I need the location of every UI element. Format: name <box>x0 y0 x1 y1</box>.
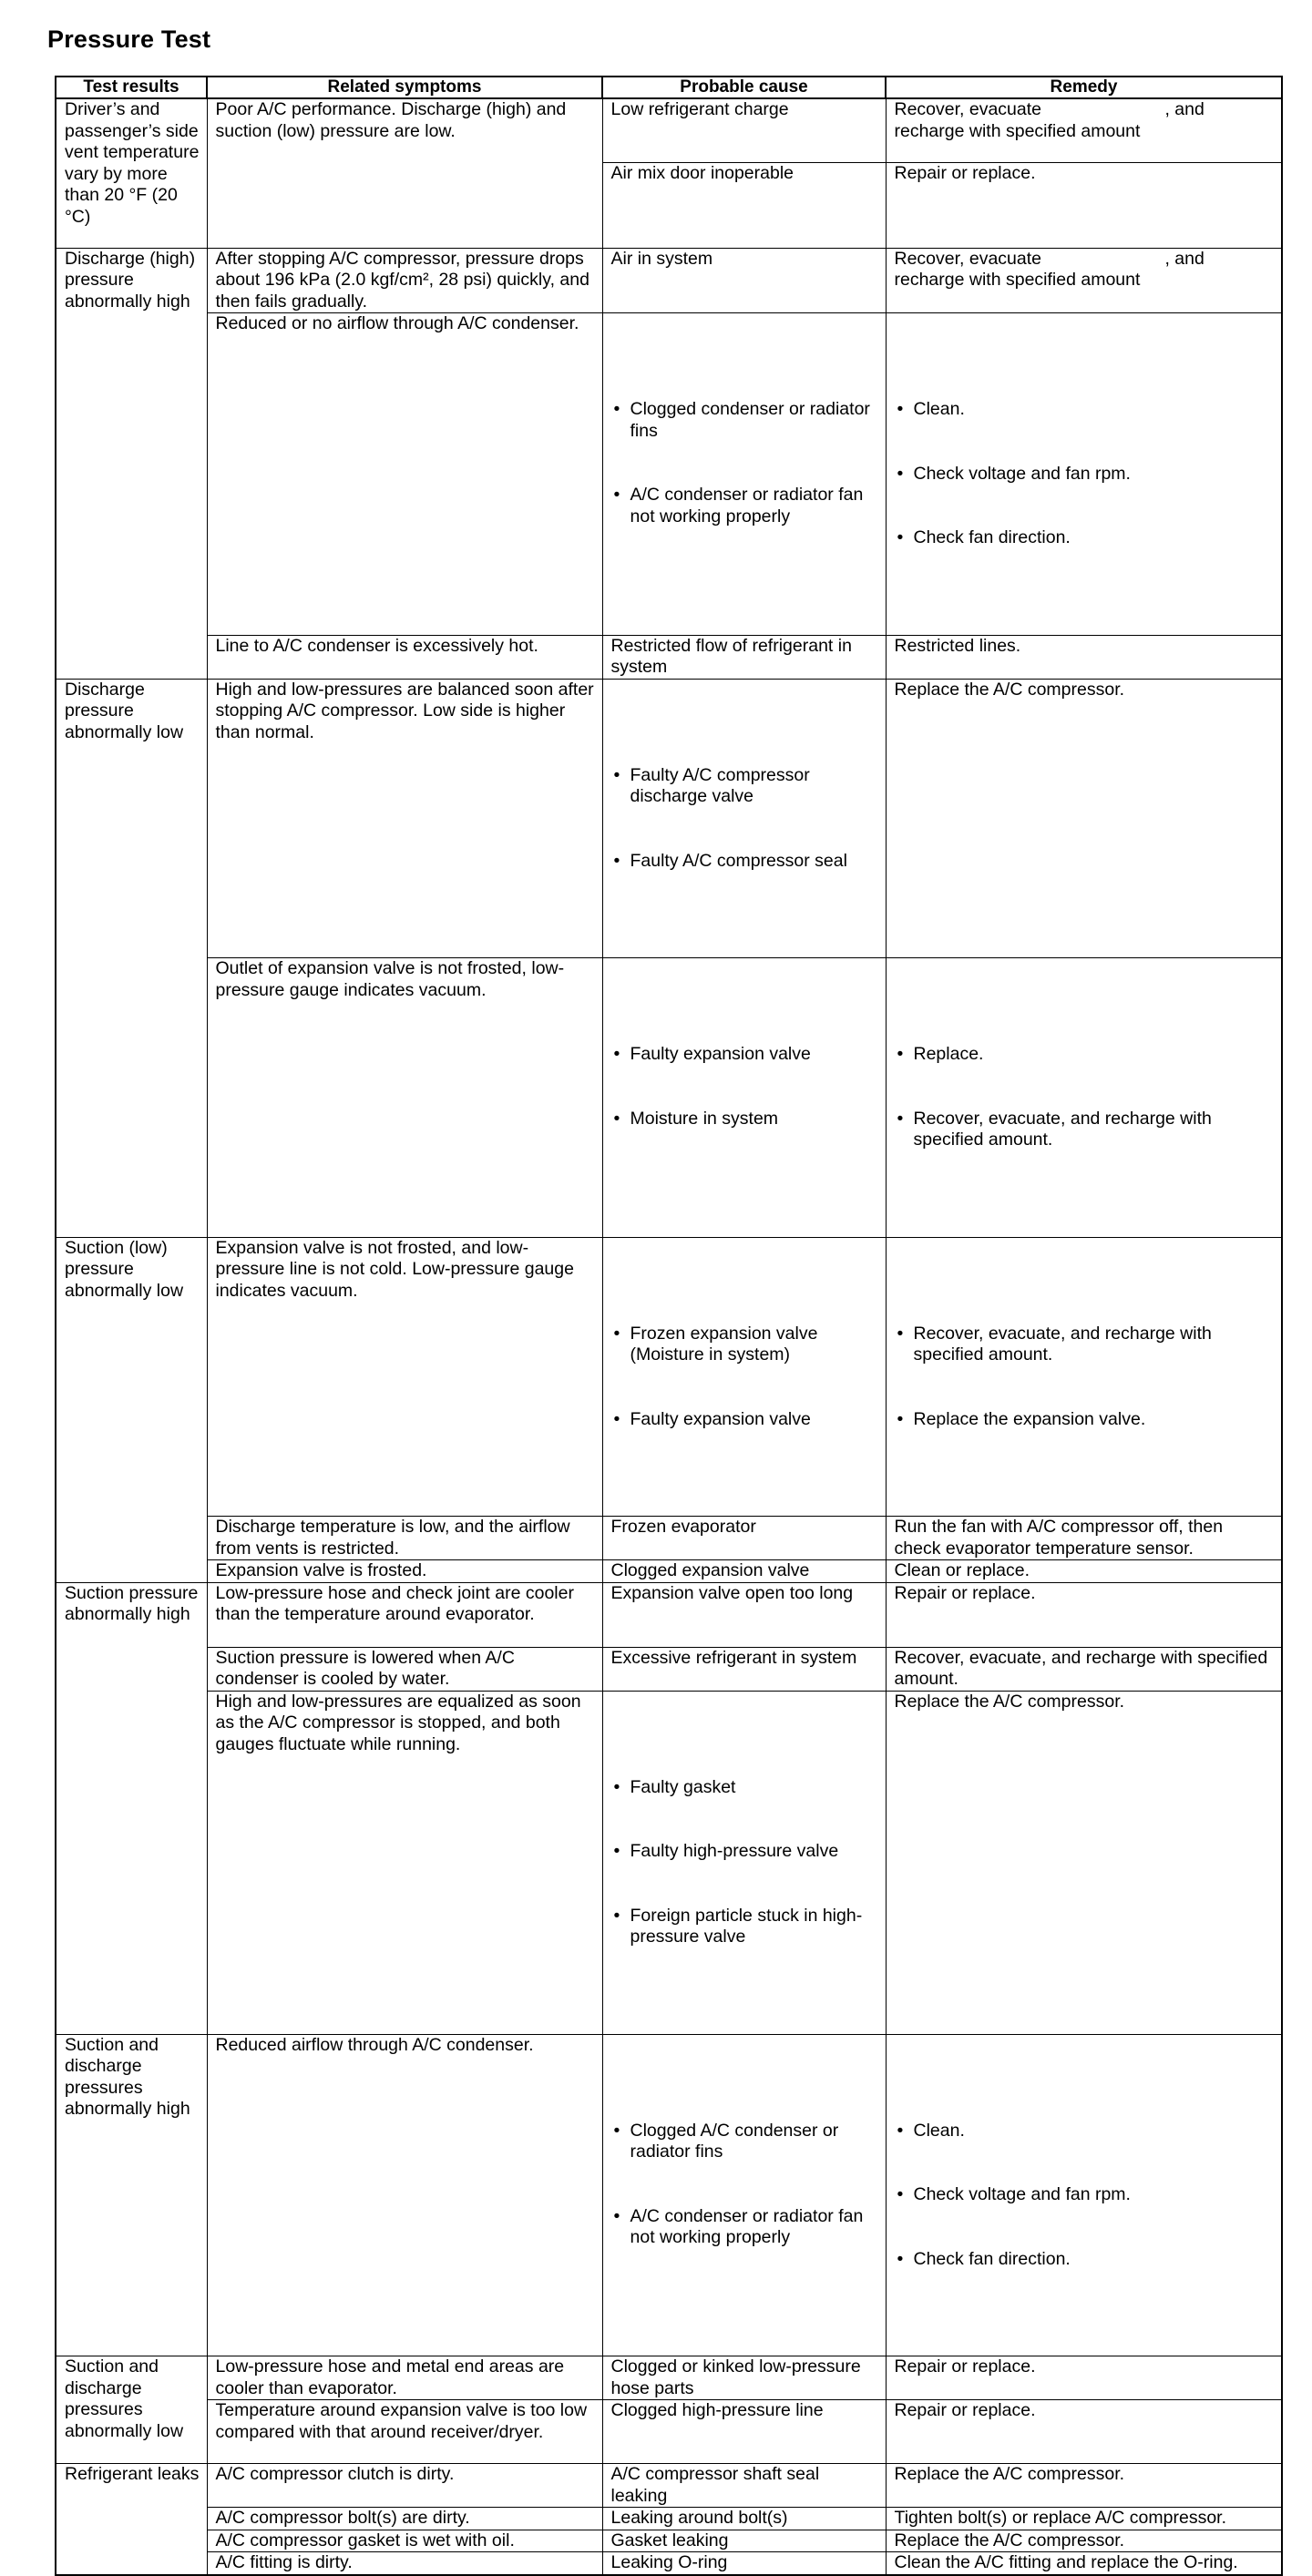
remedy-cell: Clean or replace. <box>886 1560 1282 1583</box>
symptom-cell: A/C compressor bolt(s) are dirty. <box>207 2508 602 2530</box>
remedy-cell <box>886 958 1282 1238</box>
table-row <box>56 1582 1282 1647</box>
cause-cell <box>602 1691 886 2034</box>
cause-cell: Gasket leaking <box>602 2530 886 2552</box>
cause-cell: Frozen evaporator <box>602 1517 886 1560</box>
page-title: Pressure Test <box>47 26 211 53</box>
table-row <box>56 2464 1282 2508</box>
symptom-cell: High and low-pressures are balanced soon after stopping A/C compressor. Low side is higher than normal. <box>207 679 602 958</box>
cause-item: • Clogged A/C condenser or radiator fins <box>611 2121 878 2163</box>
remedy-cell: Run the fan with A/C compressor off, then check evaporator temperature sensor. <box>886 1517 1282 1560</box>
symptom-cell: Line to A/C condenser is excessively hot. <box>207 635 602 679</box>
column-header-probable-cause: Probable cause <box>602 77 886 98</box>
table-row <box>56 1560 1282 1583</box>
symptom-cell: Poor A/C performance. Discharge (high) and suction (low) pressure are low. <box>207 98 602 248</box>
remedy-list <box>895 1001 1275 1194</box>
table-row <box>56 635 1282 679</box>
cause-cell: Restricted flow of refrigerant in system <box>602 635 886 679</box>
symptom-cell: Suction pressure is lowered when A/C condenser is cooled by water. <box>207 1647 602 1691</box>
remedy-cell: Repair or replace. <box>886 2400 1282 2464</box>
cause-item: • Clogged condenser or radiator fins <box>611 399 878 442</box>
cause-list <box>611 356 878 570</box>
cause-item: • Faulty high-pressure valve <box>611 1841 878 1863</box>
cause-list <box>611 1734 878 1991</box>
remedy-cell: Clean the A/C fitting and replace the O-ring. <box>886 2552 1282 2575</box>
pressure-test-table <box>55 76 1283 2576</box>
remedy-cell: Recover, evacuate , and recharge with specified amount <box>886 98 1282 162</box>
cause-item: • Frozen expansion valve (Moisture in system) <box>611 1324 878 1366</box>
column-header-related-symptoms: Related symptoms <box>207 77 602 98</box>
test-result-cell: Suction (low) pressure abnormally low <box>56 1237 207 1582</box>
remedy-cell: Repair or replace. <box>886 2356 1282 2400</box>
test-result-cell: Suction and discharge pressures abnormally high <box>56 2034 207 2356</box>
remedy-cell: Replace the A/C compressor. <box>886 1691 1282 2034</box>
symptom-cell: Expansion valve is not frosted, and low-pressure line is not cold. Low-pressure gauge indicates vacuum. <box>207 1237 602 1517</box>
table-row <box>56 1517 1282 1560</box>
symptom-cell: Low-pressure hose and metal end areas are cooler than evaporator. <box>207 2356 602 2400</box>
symptom-cell: After stopping A/C compressor, pressure drops about 196 kPa (2.0 kgf/cm², 28 psi) quickly, and then fails gradually. <box>207 248 602 313</box>
table-row <box>56 2508 1282 2530</box>
remedy-item: • Clean. <box>895 399 1275 421</box>
symptom-cell: Discharge temperature is low, and the airflow from vents is restricted. <box>207 1517 602 1560</box>
table-row <box>56 2400 1282 2464</box>
cause-cell: A/C compressor shaft seal leaking <box>602 2464 886 2508</box>
remedy-item: • Recover, evacuate, and recharge with specified amount. <box>895 1324 1275 1366</box>
remedy-cell: Repair or replace. <box>886 1582 1282 1647</box>
remedy-item: • Clean. <box>895 2121 1275 2142</box>
remedy-cell: Replace the A/C compressor. <box>886 679 1282 958</box>
cause-list <box>611 2078 878 2292</box>
cause-cell: Leaking O-ring <box>602 2552 886 2575</box>
table-row <box>56 248 1282 313</box>
remedy-cell: Replace the A/C compressor. <box>886 2464 1282 2508</box>
cause-cell <box>602 2034 886 2356</box>
cause-item: • Faulty gasket <box>611 1777 878 1799</box>
cause-cell <box>602 679 886 958</box>
table-row <box>56 1691 1282 2034</box>
test-result-cell: Driver’s and passenger’s side vent temperature vary by more than 20 °F (20 °C) <box>56 98 207 248</box>
table-row <box>56 679 1282 958</box>
table-row <box>56 2552 1282 2575</box>
test-result-cell: Refrigerant leaks <box>56 2464 207 2575</box>
symptom-cell: High and low-pressures are equalized as soon as the A/C compressor is stopped, and both gauges fluctuate while running. <box>207 1691 602 2034</box>
cause-item: • Foreign particle stuck in high-pressure valve <box>611 1906 878 1948</box>
cause-cell: Leaking around bolt(s) <box>602 2508 886 2530</box>
remedy-item: • Check fan direction. <box>895 527 1275 549</box>
table-row <box>56 2034 1282 2356</box>
cause-item: • Faulty expansion valve <box>611 1044 878 1066</box>
test-result-cell: Discharge (high) pressure abnormally high <box>56 248 207 679</box>
cause-cell: Low refrigerant charge <box>602 98 886 162</box>
remedy-item: • Recover, evacuate, and recharge with specified amount. <box>895 1109 1275 1151</box>
cause-item: • Faulty A/C compressor seal <box>611 851 878 873</box>
cause-cell: Clogged expansion valve <box>602 1560 886 1583</box>
cause-item: • A/C condenser or radiator fan not working properly <box>611 2206 878 2249</box>
remedy-list <box>895 356 1275 592</box>
remedy-list <box>895 1281 1275 1474</box>
symptom-cell: Expansion valve is frosted. <box>207 1560 602 1583</box>
cause-cell: Expansion valve open too long <box>602 1582 886 1647</box>
cause-cell: Air in system <box>602 248 886 313</box>
cause-cell <box>602 1237 886 1517</box>
cause-list <box>611 1281 878 1474</box>
test-result-cell: Suction pressure abnormally high <box>56 1582 207 2034</box>
table-row <box>56 2356 1282 2400</box>
remedy-cell: Recover, evacuate , and recharge with specified amount <box>886 248 1282 313</box>
table-row <box>56 2530 1282 2552</box>
symptom-cell: A/C compressor gasket is wet with oil. <box>207 2530 602 2552</box>
remedy-item: • Check fan direction. <box>895 2249 1275 2271</box>
remedy-item: • Check voltage and fan rpm. <box>895 2184 1275 2206</box>
table-row <box>56 1647 1282 1691</box>
remedy-cell: Tighten bolt(s) or replace A/C compressor. <box>886 2508 1282 2530</box>
cause-cell: Clogged or kinked low-pressure hose parts <box>602 2356 886 2400</box>
symptom-cell: Reduced or no airflow through A/C condenser. <box>207 313 602 636</box>
remedy-cell: Recover, evacuate, and recharge with specified amount. <box>886 1647 1282 1691</box>
cause-item: • A/C condenser or radiator fan not working properly <box>611 485 878 527</box>
symptom-cell: Low-pressure hose and check joint are cooler than the temperature around evaporator. <box>207 1582 602 1647</box>
cause-cell: Air mix door inoperable <box>602 162 886 248</box>
column-header-remedy: Remedy <box>886 77 1282 98</box>
remedy-item: • Replace the expansion valve. <box>895 1409 1275 1431</box>
remedy-cell <box>886 1237 1282 1517</box>
table-row <box>56 313 1282 636</box>
cause-list <box>611 722 878 915</box>
remedy-cell: Repair or replace. <box>886 162 1282 248</box>
symptom-cell: Reduced airflow through A/C condenser. <box>207 2034 602 2356</box>
symptom-cell: A/C compressor clutch is dirty. <box>207 2464 602 2508</box>
cause-item: • Faulty expansion valve <box>611 1409 878 1431</box>
table-row <box>56 98 1282 162</box>
cause-cell <box>602 313 886 636</box>
table-row <box>56 958 1282 1238</box>
remedy-cell: Replace the A/C compressor. <box>886 2530 1282 2552</box>
cause-cell <box>602 958 886 1238</box>
cause-cell: Excessive refrigerant in system <box>602 1647 886 1691</box>
remedy-list <box>895 2078 1275 2314</box>
cause-item: • Moisture in system <box>611 1109 878 1130</box>
test-result-cell: Suction and discharge pressures abnormally low <box>56 2356 207 2464</box>
cause-cell: Clogged high-pressure line <box>602 2400 886 2464</box>
remedy-item: • Replace. <box>895 1044 1275 1066</box>
symptom-cell: A/C fitting is dirty. <box>207 2552 602 2575</box>
remedy-cell <box>886 2034 1282 2356</box>
remedy-cell <box>886 313 1282 636</box>
cause-list <box>611 1001 878 1172</box>
remedy-cell: Restricted lines. <box>886 635 1282 679</box>
column-header-test-results: Test results <box>56 77 207 98</box>
cause-item: • Faulty A/C compressor discharge valve <box>611 765 878 808</box>
symptom-cell: Outlet of expansion valve is not frosted, low-pressure gauge indicates vacuum. <box>207 958 602 1238</box>
remedy-item: • Check voltage and fan rpm. <box>895 464 1275 486</box>
test-result-cell: Discharge pressure abnormally low <box>56 679 207 1237</box>
header-row <box>56 77 1282 98</box>
table-row <box>56 1237 1282 1517</box>
symptom-cell: Temperature around expansion valve is too low compared with that around receiver/dryer. <box>207 2400 602 2464</box>
